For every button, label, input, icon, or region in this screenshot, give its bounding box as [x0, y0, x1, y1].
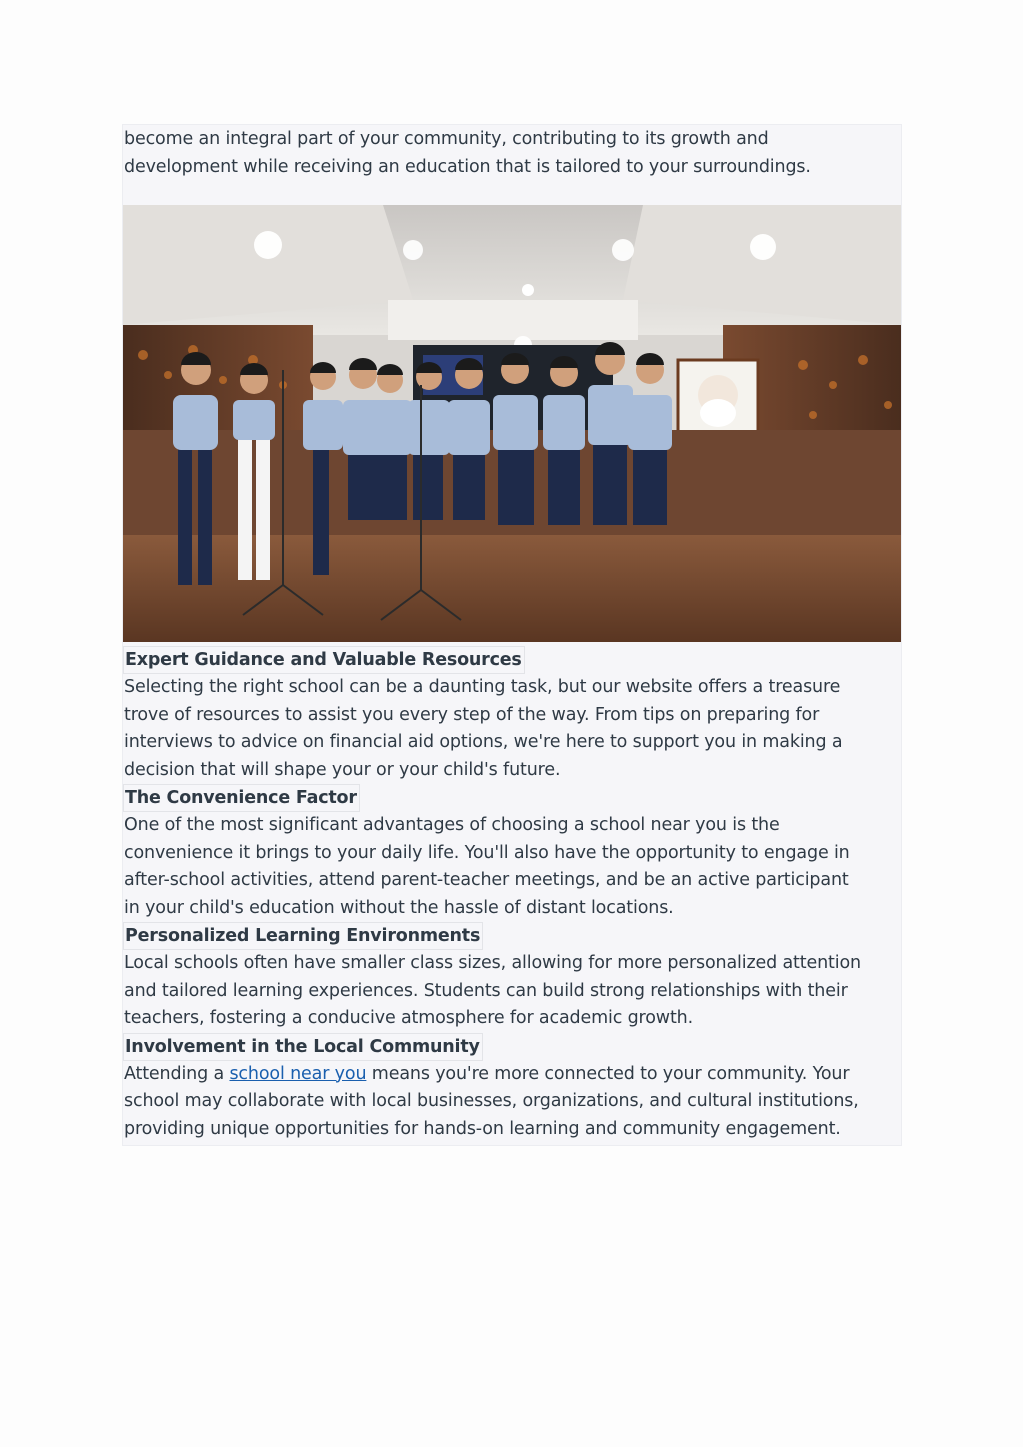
photo-illustration — [123, 205, 901, 642]
paragraph-line: Selecting the right school can be a daunting task, but our website offers a treasure — [124, 677, 841, 697]
paragraph-line: after-school activities, attend parent-teacher meetings, and be an active participant — [124, 870, 849, 890]
paragraph-line: trove of resources to assist you every step of the way. From tips on preparing for — [124, 704, 820, 725]
section-heading: Involvement in the Local Community — [123, 1033, 483, 1061]
intro-line-1: become an integral part of your community, contributing to its growth and — [124, 129, 769, 149]
paragraph-line: Local schools often have smaller class sizes, allowing for more personalized attention — [124, 953, 861, 973]
section-paragraph — [124, 1061, 901, 1144]
paragraph-line: providing unique opportunities for hands-on learning and community engagement. — [124, 1118, 841, 1139]
paragraph-line: school may collaborate with local businesses, organizations, and cultural institutions, — [124, 1091, 859, 1111]
paragraph-text: means you're more connected to your community. Your — [366, 1063, 850, 1084]
article-body — [122, 124, 902, 1146]
paragraph-line: interviews to advice on financial aid options, we're here to support you in making a — [124, 732, 843, 752]
section-heading: Expert Guidance and Valuable Resources — [123, 646, 525, 674]
paragraph-line: and tailored learning experiences. Students can build strong relationships with their — [124, 980, 848, 1001]
section-local-community — [124, 1033, 901, 1144]
section-heading: The Convenience Factor — [123, 784, 360, 812]
paragraph-line: One of the most significant advantages of choosing a school near you is the — [124, 815, 780, 835]
section-paragraph — [124, 812, 901, 922]
intro-line-2: development while receiving an education that is tailored to your surroundings. — [124, 156, 811, 177]
paragraph-line: teachers, fostering a conducive atmosphere for academic growth. — [124, 1008, 694, 1028]
section-personalized-learning — [124, 922, 901, 1033]
section-expert-guidance — [124, 646, 901, 784]
section-convenience-factor — [124, 784, 901, 922]
school-near-you-link[interactable]: school near you — [229, 1063, 367, 1084]
intro-paragraph — [124, 125, 901, 181]
paragraph-text: Attending a — [124, 1063, 230, 1084]
paragraph-line: in your child's education without the hassle of distant locations. — [124, 897, 674, 918]
section-paragraph — [124, 674, 901, 784]
students-singing-photo — [123, 205, 901, 642]
section-paragraph — [124, 950, 901, 1033]
section-heading: Personalized Learning Environments — [123, 922, 483, 950]
paragraph-line: decision that will shape your or your child's future. — [124, 759, 561, 780]
paragraph-line: convenience it brings to your daily life. You'll also have the opportunity to engage in — [124, 842, 850, 863]
